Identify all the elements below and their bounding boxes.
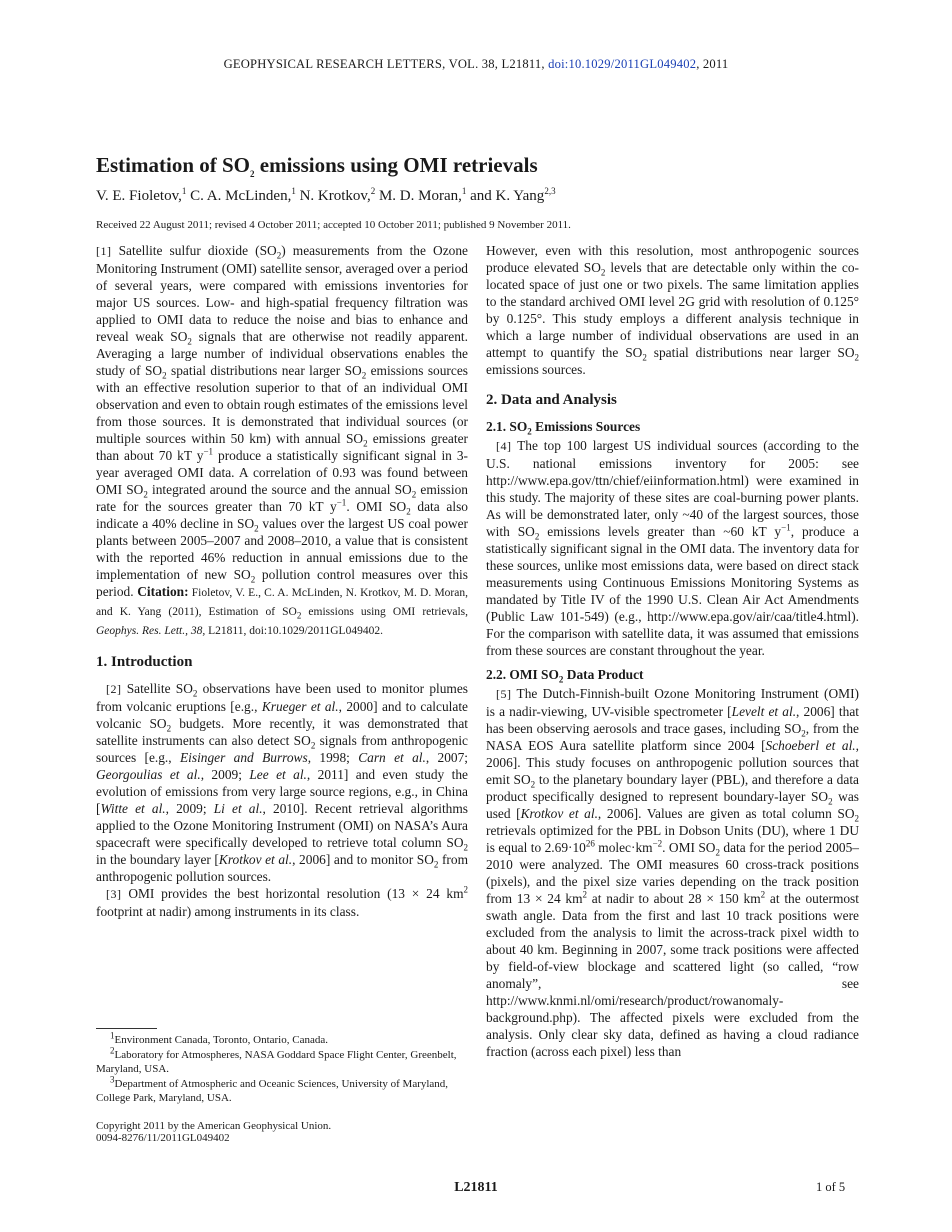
paragraph-3: [3] OMI provides the best horizontal resolution (13 × 24 $km^2$ footprint at nadir) among instruments in its class. xyxy=(96,884,468,919)
copyright-notice: Copyright 2011 by the American Geophysical Union. 0094-8276/11/2011GL049402 xyxy=(96,1120,332,1144)
affiliation-footnotes xyxy=(96,1030,468,1106)
reference-link[interactable]: Eisinger and Burrows xyxy=(179,750,308,765)
article-id: L21811 xyxy=(454,1180,498,1195)
section-heading-data-analysis: 2. Data and Analysis xyxy=(486,392,617,408)
reference-link[interactable]: Witte et al. xyxy=(100,801,166,816)
footnote: $^3$Department of Atmospheric and Oceanic Sciences, University of Maryland, College Park, Maryland, USA. xyxy=(96,1073,449,1104)
subsection-heading-omi-data-product: 2.2. OMI $SO_2$ Data Product xyxy=(486,667,644,685)
reference-link[interactable]: Levelt et al. xyxy=(731,704,797,719)
paragraph-5: [5] The Dutch-Finnish-built Ozone Monitoring Instrument (OMI) is a nadir-viewing, UV-visible spectrometer [Levelt et al., 2006] that has been observing aerosols and trace gases, including $SO_2$, from the NASA EOS Aura satellite platform since 2004 [Schoeberl et al., 2006]. This study focuses on anthropogenic pollution sources that emit $SO_2$ to the planetary boundary layer (PBL), and therefore a data product specifically designed to represent boundary-layer $SO_2$ was used [Krotkov et al., 2006]. Values are given as total column $SO_2$ retrievals optimized for the PBL in Dobson Units (DU), where 1 DU is equal to $2.69\cdot 10^{26}$ $molec\cdot km^{-2}$. OMI $SO_2$ data for the period 2005–2010 were analyzed. The OMI measures 60 cross-track positions (pixels), and the pixel size varies depending on the track position from 13 × 24 $km^2$ at nadir to about 28 × 150 $km^2$ at the outermost swath angle. Data from the first and last 10 track positions were excluded from the analysis to limit the across-track pixel width to about 40 km. Beginning in 2007, some track positions were affected by field-of-view blockage and scattered light (so called, “row anomaly”, see http://www.knmi.nl/omi/research/product/rowanomaly-background.php). The affected pixels were excluded from the analysis. Only clear sky data, defined as having a cloud radiance fraction (across each pixel) less than xyxy=(486,686,860,1059)
reference-link[interactable]: Krueger et al. xyxy=(261,699,339,714)
abstract-paragraph: [1] Satellite sulfur dioxide $(SO_2)$ measurements from the Ozone Monitoring Instrument (OMI) satellite sensor, averaged over a period of several years, were compared with emissions inventories for major US sources. Low- and high-spatial frequency filtration was applied to OMI data to reduce the noise and bias to enhance and reveal weak $SO_2$ signals that are otherwise not readily apparent. Averaging a large number of individual observations enables the study of $SO_2$ spatial distributions near larger $SO_2$ emissions sources with an effective resolution superior to that of an individual OMI observation and even to obtain rough estimates of the emissions level from those sources. It is demonstrated that individual sources (or multiple sources within 50 km) with annual $SO_2$ emissions greater than about 70 kT $y^{-1}$ produce a statistically significant signal in 3-year averaged OMI data. A correlation of 0.93 was found between OMI $SO_2$ integrated around the source and the annual $SO_2$ emission rate for the sources greater than 70 kT $y^{-1}$. OMI $SO_2$ data also indicate a 40% decline in $SO_2$ values over the largest US coal power plants between 2005–2007 and 2008–2010, a value that is consistent with the reported 46% reduction in annual emissions due to the implementation of new $SO_2$ pollution control measures over this period. Citation: Fioletov, V. E., C. A. McLinden, N. Krotkov, M. D. Moran, and K. Yang (2011), Estimation of $SO_2$ emissions using OMI retrievals, Geophys. Res. Lett., 38, L21811, doi:10.1029/2011GL049402. xyxy=(96,243,468,637)
reference-link[interactable]: Li et al. xyxy=(213,801,263,816)
page-number: 1 of 5 xyxy=(816,1180,846,1194)
paper-dates: Received 22 August 2011; revised 4 October 2011; accepted 10 October 2011; published 9 November 2011. xyxy=(96,219,571,231)
reference-link[interactable]: Georgoulias et al. xyxy=(96,767,201,782)
paragraph-4: [4] The top 100 largest US individual sources (according to the U.S. national emissions inventory for 2005: see http://www.epa.gov/ttn/chief/eiinformation.html) were examined in this study. The majority of these sites are coal-burning power plants. As will be demonstrated later, only ~40 of the largest sources, those with $SO_2$ emissions levels greater than ~60 kT $y^{-1}$, produce a statistically significant signal in the OMI data. The inventory data for these sources, unlike most emissions data, were based on direct stack measurements using Continuous Emissions Monitoring Systems as mandated by Title IV of the 1990 U.S. Clean Air Act Amendments (Public Law 101-549) (e.g., http://www.epa.gov/air/caa/title4.html). For the comparison with satellite data, it was assumed that emissions from these sources are constant throughout the year. xyxy=(486,438,859,658)
reference-link[interactable]: Carn et al. xyxy=(358,750,426,765)
paper-title: Estimation of $SO_2$ emissions using OMI retrievals xyxy=(96,153,538,180)
reference-link[interactable]: Krotkov et al. xyxy=(520,806,598,821)
paragraph-2: [2] Satellite $SO_2$ observations have been used to monitor plumes from volcanic eruptions [e.g., Krueger et al., 2000] and to calculate volcanic $SO_2$ budgets. More recently, it was demonstrated that satellite instruments can also detect $SO_2$ signals from anthropogenic sources [e.g., Eisinger and Burrows, 1998; Carn et al., 2007; Georgoulias et al., 2009; Lee et al., 2011] and even study the evolution of emissions from very large source regions, e.g., in China [Witte et al., 2009; Li et al., 2010]. Recent retrieval algorithms applied to the Ozone Monitoring Instrument (OMI) on NASA’s Aura spacecraft were specifically developed to retrieve total column $SO_2$ in the boundary layer [Krotkov et al., 2006] and to monitor $SO_2$ from anthropogenic pollution sources. xyxy=(96,681,469,884)
journal-header: GEOPHYSICAL RESEARCH LETTERS, VOL. 38, L21811, doi:10.1029/2011GL049402, 2011 xyxy=(223,57,729,71)
footnote: $^1$Environment Canada, Toronto, Ontario, Canada. xyxy=(110,1030,328,1046)
footnote: $^2$Laboratory for Atmospheres, NASA Goddard Space Flight Center, Greenbelt, Maryland, USA. xyxy=(96,1044,457,1075)
footnote-divider xyxy=(96,1028,157,1029)
subsection-heading-emissions-sources: 2.1. $SO_2$ Emissions Sources xyxy=(486,419,641,437)
left-column xyxy=(96,242,468,920)
section-heading-introduction: 1. Introduction xyxy=(96,654,193,670)
paper-authors: V. E. Fioletov,$^1$ C. A. McLinden,$^1$ N. Krotkov,$^2$ M. D. Moran,$^1$ and K. Yang$^{2,3}$ xyxy=(96,186,556,204)
reference-link[interactable]: Krotkov et al. xyxy=(218,852,293,867)
doi-link[interactable]: doi:10.1029/2011GL049402 xyxy=(548,57,697,71)
citation-label: Citation: xyxy=(133,584,189,599)
reference-link[interactable]: Schoeberl et al. xyxy=(765,738,856,753)
paragraph-3-continued: However, even with this resolution, most anthropogenic sources produce elevated $SO_2$ levels that are detectable only within the co-located space of just one or two pixels. The same limitation applies to the standard archived OMI level 2G grid with resolution of 0.125° by 0.125°. This study employs a different analysis technique in which a large number of individual observations are used in an attempt to quantify the $SO_2$ spatial distributions near larger $SO_2$ emissions sources. xyxy=(486,243,860,377)
right-column xyxy=(486,242,859,1060)
reference-link[interactable]: Lee et al. xyxy=(249,767,307,782)
